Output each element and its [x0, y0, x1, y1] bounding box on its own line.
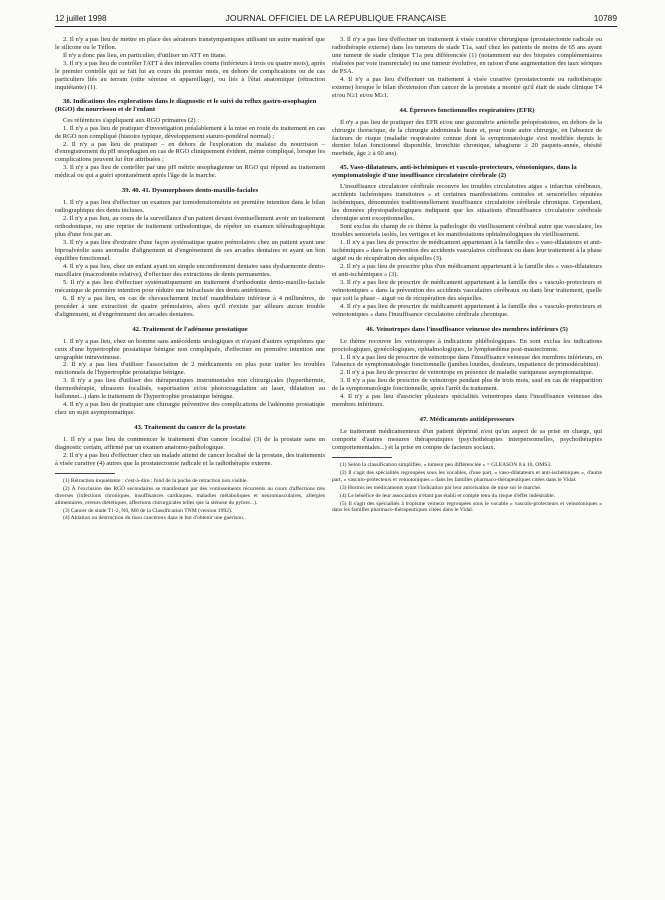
paragraph: 2. Il n'y a pas lieu de prescrire de veinotrope en présence de maladie variqueuse asymptomatique. [340, 369, 594, 377]
footnote: (4) Le bénéfice de leur association n'étant pas établi et compte tenu du risque d'effet indésirable. [340, 492, 556, 499]
page-header [55, 13, 617, 25]
paragraph: 3. Il n'y a pas lieu de prescrire de veinotrope pendant plus de trois mois, sauf en cas de réapparition de la symptomatologie fonctionnelle, après l'arrêt du traitement. [332, 377, 602, 393]
section-heading-38: 38. Indications des explorations dans le diagnostic et le suivi du reflux gastro-œsophagien (RGO) du nourrisson et de l'enfant [55, 97, 317, 113]
paragraph: 6. Il n'y a pas lieu, en cas de chevauchement incisif mandibulaire inférieur à 4 millimètres, de procéder à une extraction de quatre prémolaires, alors qu'il n'existe par ailleurs aucun trouble d'alignement, ni d'engrènement des arcades dentaires. [55, 294, 325, 318]
paragraph: 2. Il n'y a pas lieu de mettre en place des aérateurs transtympaniques utilisant un autre matériel que le silicone ou le Téflon. [55, 36, 325, 51]
issue-date: 12 juillet 1998 [55, 13, 107, 23]
paragraph: Ces références s'appliquent aux RGO primaires (2) : [63, 116, 200, 124]
header-rule [55, 26, 617, 27]
right-column [332, 36, 602, 514]
paragraph: 1. Il n'y a pas lieu de prescrire de veinotrope dans l'insuffisance veineuse des membres inférieurs, en l'absence de symptomatologie fonctionnelle (jambes lourdes, douleurs, impatience de primodécubitus). [332, 353, 602, 369]
paragraph: 2. Il n'y a pas lieu d'effectuer chez un malade atteint de cancer localisé de la prostate, des traitements à visée curative (4) autres que la prostatectomie radicale et la radiothérapie externe. [55, 452, 325, 467]
section-heading-45: 45. Vaso-dilatateurs, anti-ischémiques et vasculo-protecteurs, vénotoniques, dans la symptomatologie d'une insuffisance circulatoire cérébrale (2) [332, 164, 577, 180]
section-heading-43: 43. Traitement du cancer de la prostate [134, 424, 246, 432]
paragraph: 1. Il n'y a pas lieu, chez un homme sans antécédents urologiques et n'ayant d'autres symptômes que ceux d'une hypertrophie prostatique bénigne non compliquée, d'effectuer en première intention une urographie intraveineuse. [55, 337, 325, 361]
paragraph: 3. Il n'y a pas lieu de contrôler par une pH métrie œsophagienne un RGO qui répond au traitement médical ou qui a guéri spontanément après l'âge de la marche. [55, 164, 325, 180]
paragraph: 2. Il n'y a pas lieu de pratiquer – en dehors de l'exploration du malaise du nourrisson – d'enregistrement du pH œsophagien en cas de RGO cliniquement évident, même compliqué, lorsque les complications peuvent lui être attribuées ; [55, 140, 325, 164]
footnote: (2) À l'exclusion des RGO secondaires se manifestant par des vomissements récurrents au cours d'affections très diverses (infections chroniques, insuffisances cardiaques, maladies métaboliques et neuromusculaires, allergies alimentaires, erreurs diététiques, affections chirurgicales telles que la sténose du pylore...). [55, 485, 325, 506]
paragraph: 4. Il n'y a pas lieu de pratiquer une chirurgie préventive des complications de l'adénome prostatique chez un sujet asymptomatique. [55, 401, 325, 417]
footnote: (2) Il s'agit des spécialités regroupées sous les vocables, d'une part, « vaso-dilatateurs et anti-ischémiques », d'autre part, « vasculo-protecteurs et veinotoniques » dans les familles pharmaco-thérapeutiques citées dans le Vidal. [332, 469, 602, 483]
page-number: 10789 [593, 13, 617, 23]
paragraph: Sont exclus du champ de ce thème la pathologie du vieillissement cérébral autre que vasculaire, les troubles sensoriels isolés, les vertiges et les manifestations ophtalmologiques du vieillissement. [332, 223, 602, 239]
journal-title: JOURNAL OFFICIEL DE LA RÉPUBLIQUE FRANÇAISE [225, 13, 447, 23]
paragraph: 1. Il n'y a pas lieu de commencer le traitement d'un cancer localisé (3) de la prostate sans un diagnostic certain, affirmé par un examen anatomo-pathologique. [55, 436, 325, 452]
paragraph: 2. Il n'y a pas lieu, au cours de la surveillance d'un patient devant éventuellement avoir un traitement orthodontique, ou une reprise de traitement orthodontique, de répéter un examen téléradiographique plus d'une fois par an. [55, 215, 325, 239]
section-heading-46: 46. Veinotropes dans l'insuffisance veineuse des membres inférieurs (5) [366, 325, 568, 333]
section-heading-44: 44. Épreuves fonctionnelles respiratoires (EFR) [399, 106, 535, 114]
footnote: (1) Rétraction inquiétante : c'est-à-dire : fond de la poche de rétraction non visible. [63, 477, 248, 484]
left-column [55, 36, 325, 522]
footnote: (4) Ablation ou destruction du tissu cancéreux dans le but d'obtenir une guérison. [63, 515, 245, 522]
paragraph: 1. Il n'y a pas lieu d'effectuer un examen par tomodensitométrie en première intention dans le bilan radiographique des dents incluses. [55, 199, 325, 215]
paragraph: 4. Il n'y a pas lieu d'associer plusieurs spécialités veinotropes dans l'insuffisance veineuse des membres inférieurs. [332, 393, 602, 409]
paragraph: Le thème recouvre les veinotropes à indications phlébologiques. En sont exclus les indications proctologiques, gynécologiques, ophtalmologiques, le lymphœdème post-mastectomie. [332, 337, 602, 353]
section-heading-47: 47. Médicaments antidépresseurs [419, 416, 515, 424]
section-heading-42: 42. Traitement de l'adénome prostatique [132, 325, 248, 333]
footnote: (1) Selon la classification simplifiée, « tumeur peu différenciée » = GLEASON 8 à 10, OMS3. [340, 462, 552, 469]
paragraph: Le traitement médicamenteux d'un patient déprimé n'est qu'un aspect de sa prise en charge, qui comporte d'autres mesures thérapeutiques (psychothérapies interpersonnelles, psychothérapies comportementales...) et la prise en compte de facteurs sociaux. [332, 428, 602, 452]
paragraph: 4. Il n'y a pas lieu d'effectuer un traitement à visée curative (prostatectomie ou radiothérapie externe) lorsque le bilan d'extension d'un cancer de la prostate a montré qu'il était de stade clinique T4 et/ou N≥1 et/ou M≥1. [332, 75, 602, 99]
footnote-rule [55, 473, 115, 474]
section-heading-39: 39. 40. 41. Dysmorphoses dento-maxillo-faciales [121, 187, 259, 195]
footnote-rule [332, 457, 392, 458]
paragraph: 3. Il n'y a pas lieu de prescrire de médicament appartenant à la famille des « vasculo-protecteurs et veinotoniques » dans la prévention des accidents vasculaires cérébraux ou dans leur traitement, quelle que soit la phase – aiguë ou de récupération des séquelles. [332, 278, 602, 302]
paragraph: 1. Il n'y a pas lieu de prescrire de médicament appartenant à la famille des « vaso-dilatateurs et anti-ischémiques » dans la prévention des accidents vasculaires cérébraux ou dans leur traitement à la phase aiguë ou de récupération des séquelles (3). [332, 239, 602, 262]
paragraph: 2. Il n'y a pas lieu de prescrire plus d'un médicament appartenant à la famille des « vaso-dilatateurs et anti-ischémiques » (3). [332, 262, 602, 278]
footnote: (3) Hormis les médicaments ayant l'indication par leur autorisation de mise sur le marché. [340, 484, 542, 491]
paragraph: Il n'y a pas lieu de pratiquer des EFR et/ou une gazométrie artérielle préopératoires, en dehors de la chirurgie thoracique, de la chirurgie abdominale haute et, pour toute autre chirurgie, en l'absence de facteurs de risque (maladie respiratoire connue dont la symptomatologie s'est modifiée depuis le dernier bilan fonctionnel disponible, bronchite chronique, tabagisme ≥ 20 paquets-année, obésité morbide, âge ≥ à 60 ans). [332, 118, 602, 158]
paragraph: 4. Il n'y a pas lieu, chez un enfant ayant un simple encombrement dentaire sans dysharmonie dento-maxillaire (macrodontie relative), d'effectuer des extractions de dents permanentes. [55, 262, 325, 278]
paragraph: 3. Il n'y a pas lieu d'utiliser des thérapeutiques instrumentales non chirurgicales (hyperthermie, thermothérapie, ultrasons focalisés, vaporisation et/ou photocoagulation au laser, dilatation au ballonnet...) dans le traitement de l'hypertrophie prostatique bénigne. [55, 377, 325, 401]
paragraph: 5. Il n'y a pas lieu d'effectuer systématiquement un traitement d'orthodontie dento-maxillo-faciale mécanique de première intention pour réduire une infraclusie des dents antérieures. [55, 278, 325, 294]
footnote: (3) Cancer de stade T1-2, N0, M0 de la Classification TNM (version 1992). [63, 507, 233, 514]
paragraph: Il n'y a donc pas lieu, en particulier, d'utiliser un ATT en titane. [63, 51, 227, 59]
paragraph: 4. Il n'y a pas lieu de prescrire de médicament appartenant à la famille des « vasculo-protecteurs et veinotoniques » dans l'insuffisance circulatoire cérébrale chronique. [332, 302, 602, 318]
paragraph: 2. Il n'y a pas lieu d'utiliser l'association de 2 médicaments ou plus pour traiter les troubles mictionnels de l'hypertrophie prostatique bénigne. [55, 361, 325, 377]
paragraph: L'insuffisance circulatoire cérébrale recouvre les troubles circulatoires aigus « infarctus cérébraux, accidents ischémiques transitoires » et certaines manifestations centrales et sensorielles réputées ischémiques, dénommées traditionnellement insuffisance circulatoire cérébrale chronique. Cependant, les données physiopathologiques indiquent que les situations d'insuffisance circulatoire cérébrale chronique sont exceptionnelles. [332, 183, 602, 223]
paragraph: 3. Il n'y a pas lieu d'extraire d'une façon systématique quatre prémolaires chez un patient ayant une biproalvéolie sans anomalie d'alignement ni d'engrènement de ses arcades dentaires et ayant un bon équilibre fonctionnel. [55, 239, 325, 262]
paragraph: 3. Il n'y a pas lieu de contrôler l'ATT à des intervalles courts (inférieurs à trois ou quatre mois), après le premier contrôle qui se fait lui au cours du premier mois, en dehors de complications ou de cas particuliers liés au terrain (otite séreuse et appareillage), ou liés à l'état anatomique (rétraction inquiétante) (1). [55, 59, 325, 91]
paragraph: 3. Il n'y a pas lieu d'effectuer un traitement à visée curative chirurgique (prostatectomie radicale ou radiothérapie externe) dans les tumeurs de stade T1a, sauf chez les patients de moins de 65 ans ayant une tumeur de stade clinique T1a peu différenciée (1) (notamment sur des biopsies complémentaires réalisées par voie transrectale) ou une tumeur évolutive, en raison d'une augmentation des taux sériques de PSA. [332, 36, 602, 75]
footnote: (5) Il s'agit des spécialités à tropisme veineux regroupées sous le vocable « vasculo-protecteurs et veinotoniques » dans les familles pharmaco-thérapeutiques citées dans le Vidal. [332, 500, 602, 514]
paragraph: 1. Il n'y a pas lieu de pratiquer d'investigation préalablement à la mise en route du traitement en cas de RGO non compliqué (histoire typique, développement staturo-pondéral normal) ; [55, 124, 325, 140]
